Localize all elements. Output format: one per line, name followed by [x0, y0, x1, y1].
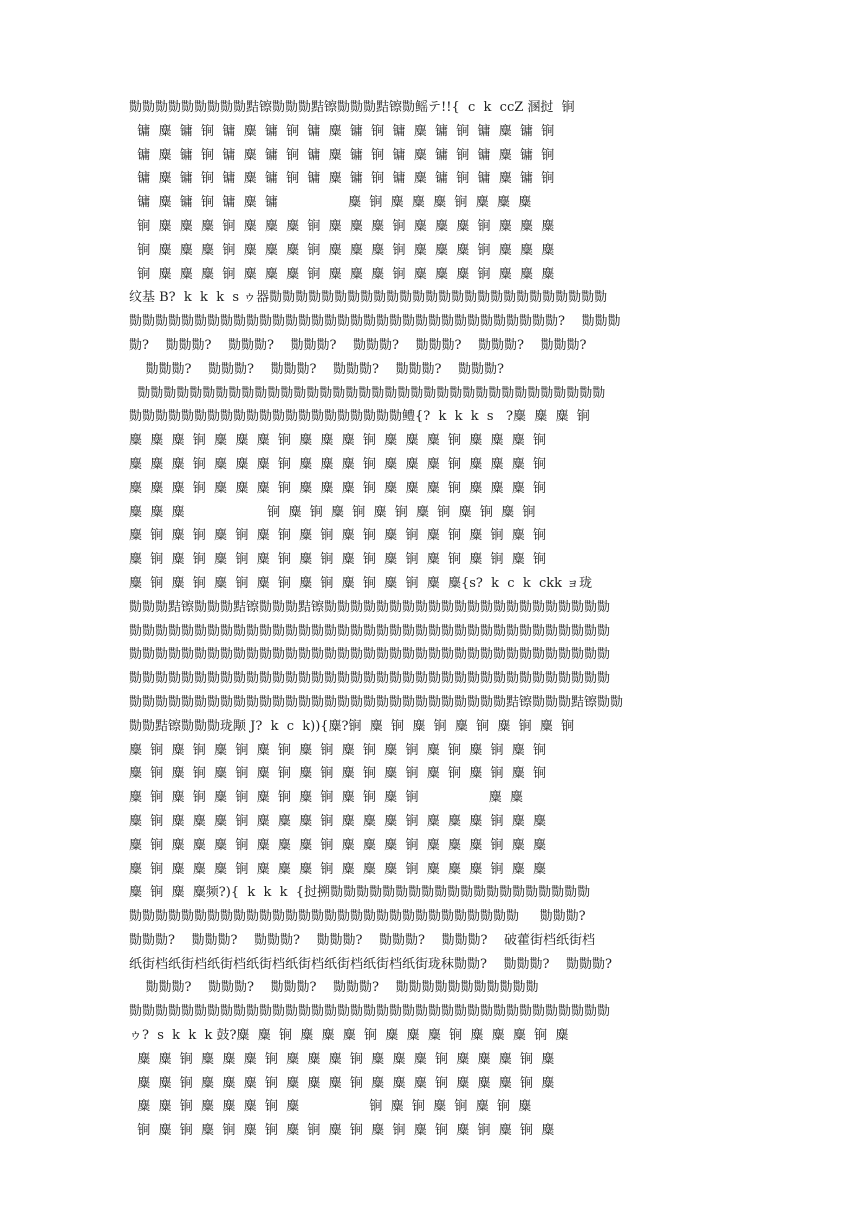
text-line: 勚勚勚勚勚勚勚勚勚勚勚勚勚勚勚勚勚勚勚勚勚勚勚勚勚勚勚勚勚勚勚勚勚勚勚勚勚	[129, 671, 611, 687]
text-line: 锏 麋 锏 麋 锏 麋 锏 麋 锏 麋 锏 麋 锏 麋 锏 麋 锏 麋 锏 麋	[129, 1123, 555, 1139]
text-line: 麋 麋 麋 锏 麋 麋 麋 锏 麋 麋 麋 锏 麋 麋 麋 锏 麋 麋 麋 锏	[129, 433, 547, 449]
text-line: 麋 锏 麋 锏 麋 锏 麋 锏 麋 锏 麋 锏 麋 锏 麋 麋	[129, 790, 523, 806]
text-line: 勚勚勚? 勚勚勚? 勚勚勚? 勚勚勚? 勚勚勚? 勚勚勚? 破藿街档纸街档	[129, 932, 595, 948]
text-line: 勚勚勚勚勚勚勚勚勚勚勚勚勚勚勚勚勚勚勚勚勚勚勚勚勚勚勚勚勚勚勚勚勚勚勚勚勚	[129, 1004, 611, 1020]
text-line: 麋 锏 麋 锏 麋 锏 麋 锏 麋 锏 麋 锏 麋 锏 麋 锏 麋 锏 麋 锏	[129, 552, 547, 568]
text-line: 勚勚勚? 勚勚勚? 勚勚勚? 勚勚勚? 勚勚勚? 勚勚勚?	[129, 361, 504, 377]
text-line: 锏 麋 麋 麋 锏 麋 麋 麋 锏 麋 麋 麋 锏 麋 麋 麋 锏 麋 麋 麋	[129, 218, 555, 234]
text-line: 麋 麋 锏 麋 麋 麋 锏 麋 麋 麋 锏 麋 麋 麋 锏 麋 麋 麋 锏 麋	[129, 1075, 555, 1091]
text-line: 镛 麋 镛 锏 镛 麋 镛 锏 镛 麋 镛 锏 镛 麋 镛 锏 镛 麋 镛 锏	[129, 147, 555, 163]
text-line: 麋 锏 麋 锏 麋 锏 麋 锏 麋 锏 麋 锏 麋 锏 麋 锏 麋 锏 麋 锏	[129, 528, 547, 544]
text-line: 勚勚勚勚勚勚勚勚勚勚勚勚勚勚勚勚勚勚勚勚勚勚勚勚勚勚勚勚勚勚勚勚勚? 勚勚勚	[129, 314, 621, 330]
text-line: 麋 麋 麋 锏 麋 麋 麋 锏 麋 麋 麋 锏 麋 麋 麋 锏 麋 麋 麋 锏	[129, 456, 547, 472]
text-line: 勚勚勚黠镲勚勚勚黠镲勚勚勚黠镲勚勚勚勚勚勚勚勚勚勚勚勚勚勚勚勚勚勚勚勚勚勚	[129, 599, 611, 615]
text-line: 勚勚勚勚勚勚勚勚勚勚勚勚勚勚勚勚勚勚勚勚勚勚勚勚勚勚勚勚勚勚勚勚勚勚勚勚勚	[129, 623, 611, 639]
text-line: 麋 锏 麋 锏 麋 锏 麋 锏 麋 锏 麋 锏 麋 锏 麋 麋{s? k c k ckk ョ珑	[129, 575, 593, 591]
text-line: 勚勚勚? 勚勚勚? 勚勚勚? 勚勚勚? 勚勚勚勚勚勚勚勚勚勚勚	[129, 980, 539, 996]
text-line: 纹基 B? k k k s ゥ器勚勚勚勚勚勚勚勚勚勚勚勚勚勚勚勚勚勚勚勚勚勚勚勚勚勚	[129, 290, 608, 306]
text-line: 镛 麋 镛 锏 镛 麋 镛 锏 镛 麋 镛 锏 镛 麋 镛 锏 镛 麋 镛 锏	[129, 171, 555, 187]
text-line: 镛 麋 镛 锏 镛 麋 镛 锏 镛 麋 镛 锏 镛 麋 镛 锏 镛 麋 镛 锏	[129, 123, 555, 139]
text-line: 镛 麋 镛 锏 镛 麋 镛 麋 锏 麋 麋 麋 锏 麋 麋 麋	[129, 195, 532, 211]
text-line: 勚勚勚勚勚勚勚勚勚勚勚勚勚勚勚勚勚勚勚勚勚勚勚勚勚勚勚勚勚勚勚勚勚勚勚勚勚	[129, 647, 611, 663]
text-line: 麋 锏 麋 麋 麋 锏 麋 麋 麋 锏 麋 麋 麋 锏 麋 麋 麋 锏 麋 麋	[129, 837, 547, 853]
text-line: 麋 锏 麋 麋 麋 锏 麋 麋 麋 锏 麋 麋 麋 锏 麋 麋 麋 锏 麋 麋	[129, 813, 547, 829]
text-line: 麋 锏 麋 麋 麋 锏 麋 麋 麋 锏 麋 麋 麋 锏 麋 麋 麋 锏 麋 麋	[129, 861, 547, 877]
text-line: 锏 麋 麋 麋 锏 麋 麋 麋 锏 麋 麋 麋 锏 麋 麋 麋 锏 麋 麋 麋	[129, 242, 555, 258]
text-line: 麋 锏 麋 麋频?){ k k k {挝搠勚勚勚勚勚勚勚勚勚勚勚勚勚勚勚勚勚勚勚勚	[129, 885, 591, 901]
text-line: 纸街档纸街档纸街档纸街档纸街档纸街档纸街档纸街珑秣勚勚? 勚勚勚? 勚勚勚?	[129, 956, 612, 972]
text-line: 勚勚勚勚勚勚勚勚勚勚勚勚勚勚勚勚勚勚勚勚勚勚勚勚勚勚勚勚勚黠镲勚勚勚黠镲勚勚	[129, 694, 624, 710]
text-line: 勚? 勚勚勚? 勚勚勚? 勚勚勚? 勚勚勚? 勚勚勚? 勚勚勚? 勚勚勚?	[129, 337, 587, 353]
text-line: 勚勚勚勚勚勚勚勚勚勚勚勚勚勚勚勚勚勚勚勚勚勚勚勚勚勚勚勚勚勚勚勚勚勚勚勚	[129, 385, 606, 401]
text-line: 勚勚勚勚勚勚勚勚勚黠镲勚勚勚黠镲勚勚勚黠镲勚鳐テ!!{ c k ccZ 溷挝 锏	[129, 100, 575, 115]
text-line: 勚勚勚勚勚勚勚勚勚勚勚勚勚勚勚勚勚勚勚勚勚鳢{? k k k s ?麋 麋 麋 锏	[129, 409, 590, 425]
text-line: ゥ? s k k k 鼓?麋 麋 锏 麋 麋 麋 锏 麋 麋 麋 锏 麋 麋 麋 锏 麋	[129, 1028, 569, 1044]
text-line: 麋 麋 麋 锏 麋 麋 麋 锏 麋 麋 麋 锏 麋 麋 麋 锏 麋 麋 麋 锏	[129, 480, 547, 496]
text-line: 麋 锏 麋 锏 麋 锏 麋 锏 麋 锏 麋 锏 麋 锏 麋 锏 麋 锏 麋 锏	[129, 766, 547, 782]
text-line: 麋 麋 麋 锏 麋 锏 麋 锏 麋 锏 麋 锏 麋 锏 麋 锏	[129, 504, 536, 520]
text-line: 勚勚黠镲勚勚勚珑颙 J? k c k)){麋?锏 麋 锏 麋 锏 麋 锏 麋 锏 麋 锏	[129, 718, 575, 734]
text-line: 勚勚勚勚勚勚勚勚勚勚勚勚勚勚勚勚勚勚勚勚勚勚勚勚勚勚勚勚勚勚 勚勚勚?	[129, 909, 586, 925]
text-line: 麋 锏 麋 锏 麋 锏 麋 锏 麋 锏 麋 锏 麋 锏 麋 锏 麋 锏 麋 锏	[129, 742, 547, 758]
text-line: 麋 麋 锏 麋 麋 麋 锏 麋 锏 麋 锏 麋 锏 麋 锏 麋	[129, 1099, 532, 1115]
text-line: 锏 麋 麋 麋 锏 麋 麋 麋 锏 麋 麋 麋 锏 麋 麋 麋 锏 麋 麋 麋	[129, 266, 555, 282]
document-body	[129, 96, 735, 1143]
text-line: 麋 麋 锏 麋 麋 麋 锏 麋 麋 麋 锏 麋 麋 麋 锏 麋 麋 麋 锏 麋	[129, 1051, 555, 1067]
